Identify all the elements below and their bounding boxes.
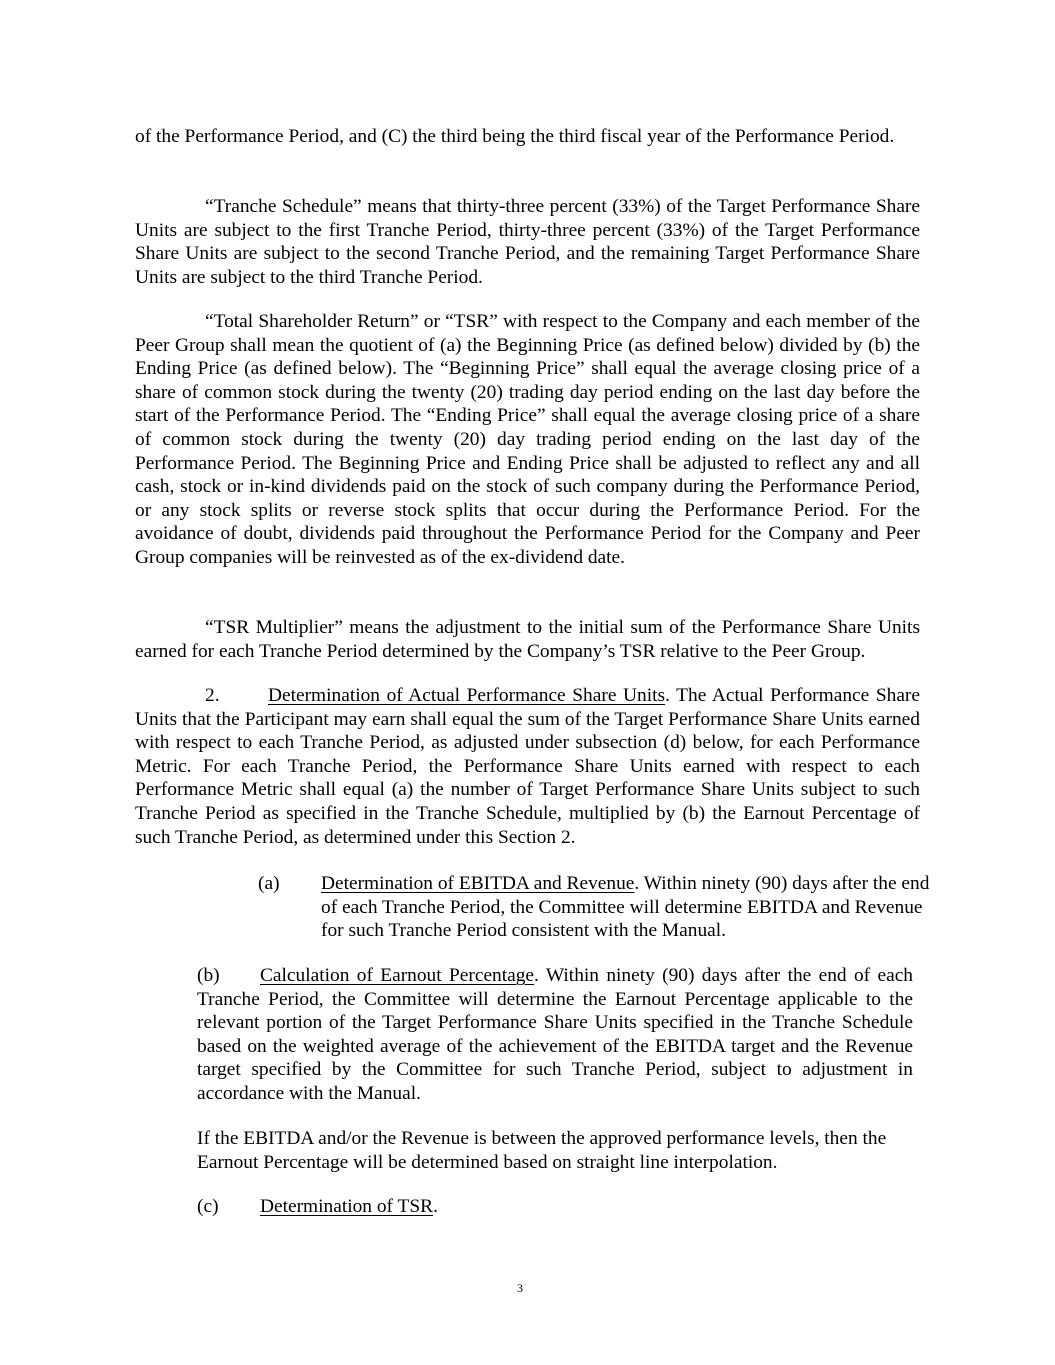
- item-a-body: [321, 872, 930, 943]
- item-a-label: (a): [258, 873, 280, 894]
- item-a-heading: Determination of EBITDA and Revenue: [321, 873, 635, 894]
- section-2-heading: Determination of Actual Performance Share Units: [268, 685, 666, 706]
- paragraph-interpolation: If the EBITDA and/or the Revenue is between the approved performance levels, then the Earnout Percentage will be determined based on straight line interpolation.: [197, 1128, 887, 1173]
- item-b-heading: Calculation of Earnout Percentage: [260, 965, 535, 986]
- item-b-text: . Within ninety (90) days after the end of each Tranche Period, the Committee will determine the Earnout Percentage applicable to the relevant portion of the Target Performance Share Units specified in the Tranche Schedule based on the weighted average of the achievement of the EBITDA target and the Revenue target specified by the Committee for such Tranche Period, subject to adjustment in accordance with the Manual.: [197, 965, 913, 1104]
- section-2: [135, 684, 920, 849]
- paragraph-total-shareholder-return: “Total Shareholder Return” or “TSR” with respect to the Company and each member of the Peer Group shall mean the quotient of (a) the Beginning Price (as defined below) divided by (b) the Ending Price (as defined below). The “Beginning Price” shall equal the average closing price of a share of common stock during the twenty (20) trading day period ending on the last day before the start of the Performance Period. The “Ending Price” shall equal the average closing price of a share of common stock during the twenty (20) day trading period ending on the last day of the Performance Period. The Beginning Price and Ending Price shall be adjusted to reflect any and all cash, stock or in-kind dividends paid on the stock of such company during the Performance Period, or any stock splits or reverse stock splits that occur during the Performance Period. For the avoidance of doubt, dividends paid throughout the Performance Period for the Company and Peer Group companies will be reinvested as of the ex-dividend date.: [135, 311, 920, 568]
- item-c-text: .: [433, 1196, 438, 1217]
- section-2-heading-period: .: [665, 685, 670, 706]
- item-a: [258, 872, 930, 943]
- item-b-label: (b): [197, 965, 220, 986]
- section-2-text: The Actual Performance Share Units that the Participant may earn shall equal the sum of the Target Performance Share Units earned with respect to each Tranche Period, as adjusted under subsection (d) below, for each Performance Metric. For each Tranche Period, the Performance Share Units earned with respect to each Performance Metric shall equal (a) the number of Target Performance Share Units subject to such Tranche Period as specified in the Tranche Schedule, multiplied by (b) the Earnout Percentage of such Tranche Period, as determined under this Section 2.: [135, 685, 920, 848]
- item-b: [197, 964, 913, 1106]
- paragraph-performance-period-continued: of the Performance Period, and (C) the third being the third fiscal year of the Performance Period.: [135, 126, 895, 147]
- paragraph-tranche-schedule: “Tranche Schedule” means that thirty-three percent (33%) of the Target Performance Share Units are subject to the first Tranche Period, thirty-three percent (33%) of the Target Performance Share Units are subject to the second Tranche Period, and the remaining Target Performance Share Units are subject to the third Tranche Period.: [135, 196, 920, 288]
- item-c-heading: Determination of TSR: [260, 1196, 434, 1217]
- section-2-number: 2.: [205, 685, 220, 706]
- item-c: [197, 1195, 913, 1219]
- paragraph-tsr-multiplier: “TSR Multiplier” means the adjustment to the initial sum of the Performance Share Units earned for each Tranche Period determined by the Company’s TSR relative to the Peer Group.: [135, 617, 920, 662]
- item-c-label: (c): [197, 1196, 219, 1217]
- page-number: 3: [517, 1281, 523, 1295]
- item-a-text: . Within ninety (90) days after the end of each Tranche Period, the Committee will determine EBITDA and Revenue for such Tranche Period consistent with the Manual.: [321, 873, 930, 942]
